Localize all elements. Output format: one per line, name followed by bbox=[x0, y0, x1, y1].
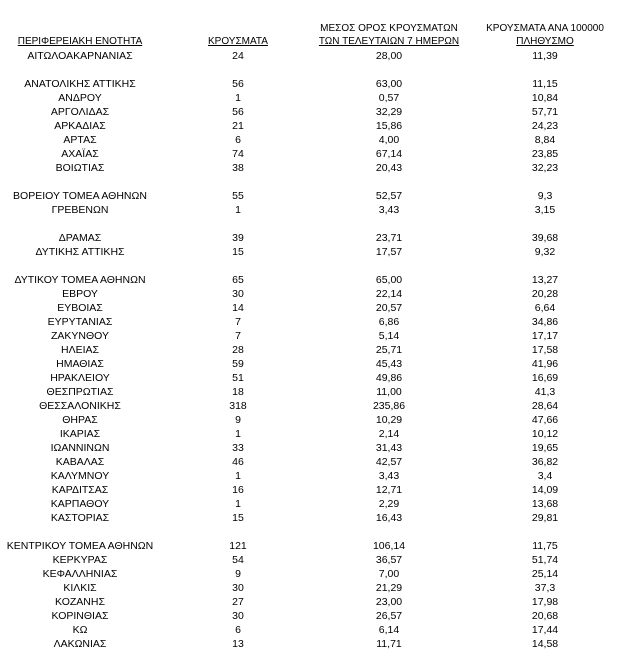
region-name: ΘΗΡΑΣ bbox=[62, 414, 98, 426]
seven-day-average: 6,14 bbox=[378, 624, 400, 636]
seven-day-average: 3,43 bbox=[378, 204, 400, 216]
region-name: ΗΛΕΙΑΣ bbox=[60, 344, 99, 356]
cases-per-100k: 47,66 bbox=[531, 414, 559, 426]
seven-day-average: 32,29 bbox=[375, 106, 403, 118]
case-count: 51 bbox=[232, 372, 244, 384]
region-name: ΚΑΒΑΛΑΣ bbox=[55, 456, 105, 468]
case-count: 74 bbox=[232, 148, 244, 160]
cases-per-100k: 28,64 bbox=[531, 400, 559, 412]
region-name: ΕΥΒΟΙΑΣ bbox=[57, 302, 103, 314]
region-name: ΔΥΤΙΚΟΥ ΤΟΜΕΑ ΑΘΗΝΩΝ bbox=[14, 274, 146, 286]
case-count: 30 bbox=[232, 610, 244, 622]
cases-per-100k: 20,68 bbox=[531, 610, 559, 622]
table-row bbox=[0, 511, 622, 525]
case-count: 65 bbox=[232, 274, 244, 286]
cases-per-100k: 37,3 bbox=[534, 582, 556, 594]
case-count: 18 bbox=[232, 386, 244, 398]
case-count: 13 bbox=[232, 638, 244, 650]
cases-per-100k: 3,15 bbox=[534, 204, 556, 216]
case-count: 33 bbox=[232, 442, 244, 454]
seven-day-average: 28,00 bbox=[375, 50, 403, 62]
region-name: ΖΑΚΥΝΘΟΥ bbox=[50, 330, 109, 342]
seven-day-average: 65,00 bbox=[375, 274, 403, 286]
table-row bbox=[0, 287, 622, 301]
cases-per-100k: 25,14 bbox=[531, 568, 559, 580]
header-avg7-line2: ΤΩΝ ΤΕΛΕΥΤΑΙΩΝ 7 ΗΜΕΡΩΝ bbox=[318, 36, 460, 47]
cases-per-100k: 39,68 bbox=[531, 232, 559, 244]
region-name: ΚΙΛΚΙΣ bbox=[63, 582, 97, 594]
cases-per-100k: 57,71 bbox=[531, 106, 559, 118]
case-count: 15 bbox=[232, 246, 244, 258]
table-row bbox=[0, 483, 622, 497]
case-count: 1 bbox=[235, 470, 241, 482]
case-count: 9 bbox=[235, 414, 241, 426]
table-row bbox=[0, 427, 622, 441]
table-row bbox=[0, 371, 622, 385]
case-count: 6 bbox=[235, 624, 241, 636]
cases-per-100k: 3,4 bbox=[537, 470, 553, 482]
seven-day-average: 67,14 bbox=[375, 148, 403, 160]
seven-day-average: 0,57 bbox=[378, 92, 400, 104]
region-name: ΘΕΣΣΑΛΟΝΙΚΗΣ bbox=[39, 400, 121, 412]
table-row bbox=[0, 441, 622, 455]
table-row bbox=[0, 581, 622, 595]
case-count: 6 bbox=[235, 134, 241, 146]
region-name: ΚΟΡΙΝΘΙΑΣ bbox=[51, 610, 109, 622]
header-per100k-line1: ΚΡΟΥΣΜΑΤΑ ΑΝΑ 100000 bbox=[486, 23, 604, 34]
seven-day-average: 12,71 bbox=[375, 484, 403, 496]
region-name: ΗΡΑΚΛΕΙΟΥ bbox=[50, 372, 110, 384]
case-count: 28 bbox=[232, 344, 244, 356]
seven-day-average: 20,57 bbox=[375, 302, 403, 314]
cases-per-100k: 11,15 bbox=[532, 78, 558, 90]
case-count: 1 bbox=[235, 498, 241, 510]
table-row bbox=[0, 539, 622, 553]
cases-per-100k: 14,58 bbox=[531, 638, 559, 650]
seven-day-average: 23,71 bbox=[375, 232, 403, 244]
seven-day-average: 31,43 bbox=[375, 442, 403, 454]
region-name: ΚΕΡΚΥΡΑΣ bbox=[52, 554, 108, 566]
table-row bbox=[0, 553, 622, 567]
region-name: ΛΑΚΩΝΙΑΣ bbox=[53, 638, 107, 650]
case-count: 1 bbox=[235, 92, 241, 104]
table-row bbox=[0, 119, 622, 133]
region-name: ΒΟΡΕΙΟΥ ΤΟΜΕΑ ΑΘΗΝΩΝ bbox=[13, 190, 147, 202]
cases-per-100k: 51,74 bbox=[531, 554, 559, 566]
case-count: 27 bbox=[232, 596, 244, 608]
region-name: ΑΙΤΩΛΟΑΚΑΡΝΑΝΙΑΣ bbox=[27, 50, 133, 62]
cases-per-100k: 6,64 bbox=[534, 302, 556, 314]
region-name: ΘΕΣΠΡΩΤΙΑΣ bbox=[46, 386, 114, 398]
case-count: 16 bbox=[232, 484, 244, 496]
seven-day-average: 10,29 bbox=[375, 414, 403, 426]
table-row bbox=[0, 189, 622, 203]
region-name: ΚΑΛΥΜΝΟΥ bbox=[50, 470, 110, 482]
region-name: ΑΡΤΑΣ bbox=[63, 134, 97, 146]
case-count: 1 bbox=[235, 428, 241, 440]
region-name: ΕΥΡΥΤΑΝΙΑΣ bbox=[47, 316, 113, 328]
seven-day-average: 21,29 bbox=[375, 582, 403, 594]
table-row bbox=[0, 329, 622, 343]
seven-day-average: 25,71 bbox=[375, 344, 403, 356]
table-row bbox=[0, 609, 622, 623]
case-count: 9 bbox=[235, 568, 241, 580]
region-name: ΚΕΦΑΛΛΗΝΙΑΣ bbox=[42, 568, 118, 580]
cases-per-100k: 10,12 bbox=[531, 428, 559, 440]
seven-day-average: 52,57 bbox=[375, 190, 403, 202]
case-count: 55 bbox=[232, 190, 244, 202]
cases-per-100k: 17,58 bbox=[531, 344, 559, 356]
seven-day-average: 42,57 bbox=[375, 456, 403, 468]
case-count: 56 bbox=[232, 106, 244, 118]
cases-per-100k: 9,32 bbox=[534, 246, 556, 258]
seven-day-average: 45,43 bbox=[375, 358, 403, 370]
cases-per-100k: 17,17 bbox=[531, 330, 559, 342]
case-count: 38 bbox=[232, 162, 244, 174]
cases-per-100k: 14,09 bbox=[531, 484, 559, 496]
cases-per-100k: 41,96 bbox=[531, 358, 559, 370]
cases-per-100k: 20,28 bbox=[531, 288, 559, 300]
seven-day-average: 11,00 bbox=[376, 386, 402, 398]
seven-day-average: 4,00 bbox=[378, 134, 400, 146]
cases-per-100k: 34,86 bbox=[531, 316, 559, 328]
table-row bbox=[0, 91, 622, 105]
header-avg7 bbox=[312, 22, 466, 48]
cases-per-100k: 41,3 bbox=[534, 386, 556, 398]
seven-day-average: 2,14 bbox=[378, 428, 400, 440]
table-row bbox=[0, 231, 622, 245]
table-row bbox=[0, 343, 622, 357]
case-count: 24 bbox=[232, 50, 244, 62]
case-count: 121 bbox=[229, 540, 247, 552]
table-row bbox=[0, 105, 622, 119]
header-cases-label: ΚΡΟΥΣΜΑΤΑ bbox=[208, 36, 268, 47]
cases-per-100k: 29,81 bbox=[531, 512, 559, 524]
region-name: ΔΡΑΜΑΣ bbox=[58, 232, 102, 244]
seven-day-average: 20,43 bbox=[375, 162, 403, 174]
header-per100k bbox=[468, 22, 622, 48]
region-name: ΚΑΣΤΟΡΙΑΣ bbox=[50, 512, 110, 524]
region-name: ΙΚΑΡΙΑΣ bbox=[59, 428, 101, 440]
region-name: ΙΩΑΝΝΙΝΩΝ bbox=[50, 442, 110, 454]
table-row bbox=[0, 497, 622, 511]
region-name: ΓΡΕΒΕΝΩΝ bbox=[51, 204, 109, 216]
region-name: ΔΥΤΙΚΗΣ ΑΤΤΙΚΗΣ bbox=[35, 246, 125, 258]
case-count: 30 bbox=[232, 582, 244, 594]
table-row bbox=[0, 399, 622, 413]
seven-day-average: 235,86 bbox=[372, 400, 406, 412]
region-name: ΑΧΑΪΑΣ bbox=[61, 148, 99, 160]
seven-day-average: 11,71 bbox=[376, 638, 402, 650]
case-count: 1 bbox=[235, 204, 241, 216]
seven-day-average: 22,14 bbox=[375, 288, 403, 300]
case-count: 46 bbox=[232, 456, 244, 468]
header-cases bbox=[188, 35, 288, 48]
region-name: ΑΡΓΟΛΙΔΑΣ bbox=[50, 106, 110, 118]
table-row bbox=[0, 595, 622, 609]
table-row bbox=[0, 623, 622, 637]
seven-day-average: 16,43 bbox=[375, 512, 403, 524]
seven-day-average: 106,14 bbox=[372, 540, 406, 552]
region-name: ΚΩ bbox=[72, 624, 88, 636]
table-row bbox=[0, 315, 622, 329]
table-row bbox=[0, 49, 622, 63]
case-count: 318 bbox=[229, 400, 247, 412]
case-count: 59 bbox=[232, 358, 244, 370]
cases-per-100k: 24,23 bbox=[531, 120, 559, 132]
case-count: 7 bbox=[235, 316, 241, 328]
table-row bbox=[0, 77, 622, 91]
table-row bbox=[0, 413, 622, 427]
seven-day-average: 6,86 bbox=[378, 316, 400, 328]
cases-per-100k: 13,68 bbox=[531, 498, 559, 510]
region-name: ΑΝΑΤΟΛΙΚΗΣ ΑΤΤΙΚΗΣ bbox=[24, 78, 136, 90]
seven-day-average: 23,00 bbox=[375, 596, 403, 608]
region-name: ΗΜΑΘΙΑΣ bbox=[56, 358, 104, 370]
seven-day-average: 49,86 bbox=[375, 372, 403, 384]
cases-per-100k: 11,39 bbox=[532, 50, 558, 62]
case-count: 30 bbox=[232, 288, 244, 300]
cases-per-100k: 23,85 bbox=[531, 148, 559, 160]
seven-day-average: 7,00 bbox=[378, 568, 400, 580]
region-name: ΑΝΔΡΟΥ bbox=[58, 92, 102, 104]
cases-per-100k: 13,27 bbox=[531, 274, 559, 286]
seven-day-average: 3,43 bbox=[378, 470, 400, 482]
case-count: 54 bbox=[232, 554, 244, 566]
cases-per-100k: 19,65 bbox=[531, 442, 559, 454]
region-name: ΑΡΚΑΔΙΑΣ bbox=[54, 120, 106, 132]
region-name: ΚΑΡΠΑΘΟΥ bbox=[50, 498, 110, 510]
cases-per-100k: 8,84 bbox=[534, 134, 556, 146]
cases-per-100k: 10,84 bbox=[531, 92, 559, 104]
table-row bbox=[0, 301, 622, 315]
table-row bbox=[0, 203, 622, 217]
header-region-label: ΠΕΡΙΦΕΡΕΙΑΚΗ ΕΝΟΤΗΤΑ bbox=[17, 36, 143, 47]
seven-day-average: 5,14 bbox=[378, 330, 400, 342]
case-count: 21 bbox=[232, 120, 244, 132]
cases-per-100k: 17,98 bbox=[531, 596, 559, 608]
cases-per-100k: 36,82 bbox=[531, 456, 559, 468]
cases-per-100k: 32,23 bbox=[531, 162, 559, 174]
table-row bbox=[0, 637, 622, 651]
region-name: ΚΟΖΑΝΗΣ bbox=[55, 596, 105, 608]
region-name: ΚΑΡΔΙΤΣΑΣ bbox=[51, 484, 109, 496]
seven-day-average: 15,86 bbox=[375, 120, 403, 132]
case-count: 15 bbox=[232, 512, 244, 524]
cases-per-100k: 16,69 bbox=[531, 372, 559, 384]
table-row bbox=[0, 455, 622, 469]
region-name: ΕΒΡΟΥ bbox=[62, 288, 98, 300]
header-per100k-line2: ΠΛΗΘΥΣΜΟ bbox=[516, 36, 574, 47]
case-count: 39 bbox=[232, 232, 244, 244]
case-count: 56 bbox=[232, 78, 244, 90]
seven-day-average: 26,57 bbox=[375, 610, 403, 622]
case-count: 7 bbox=[235, 330, 241, 342]
header-avg7-line1: ΜΕΣΟΣ ΟΡΟΣ ΚΡΟΥΣΜΑΤΩΝ bbox=[320, 23, 458, 34]
header-region bbox=[0, 35, 160, 48]
case-count: 14 bbox=[232, 302, 244, 314]
table-row bbox=[0, 567, 622, 581]
table-row bbox=[0, 133, 622, 147]
seven-day-average: 2,29 bbox=[378, 498, 400, 510]
table-row bbox=[0, 385, 622, 399]
cases-per-100k: 11,75 bbox=[532, 540, 558, 552]
table-row bbox=[0, 469, 622, 483]
table-row bbox=[0, 161, 622, 175]
seven-day-average: 36,57 bbox=[375, 554, 403, 566]
table-row bbox=[0, 273, 622, 287]
seven-day-average: 63,00 bbox=[375, 78, 403, 90]
cases-per-100k: 17,44 bbox=[531, 624, 559, 636]
region-name: ΚΕΝΤΡΙΚΟΥ ΤΟΜΕΑ ΑΘΗΝΩΝ bbox=[6, 540, 154, 552]
region-name: ΒΟΙΩΤΙΑΣ bbox=[55, 162, 105, 174]
table-row bbox=[0, 245, 622, 259]
table-row bbox=[0, 357, 622, 371]
table-row bbox=[0, 147, 622, 161]
cases-per-100k: 9,3 bbox=[537, 190, 553, 202]
seven-day-average: 17,57 bbox=[375, 246, 403, 258]
